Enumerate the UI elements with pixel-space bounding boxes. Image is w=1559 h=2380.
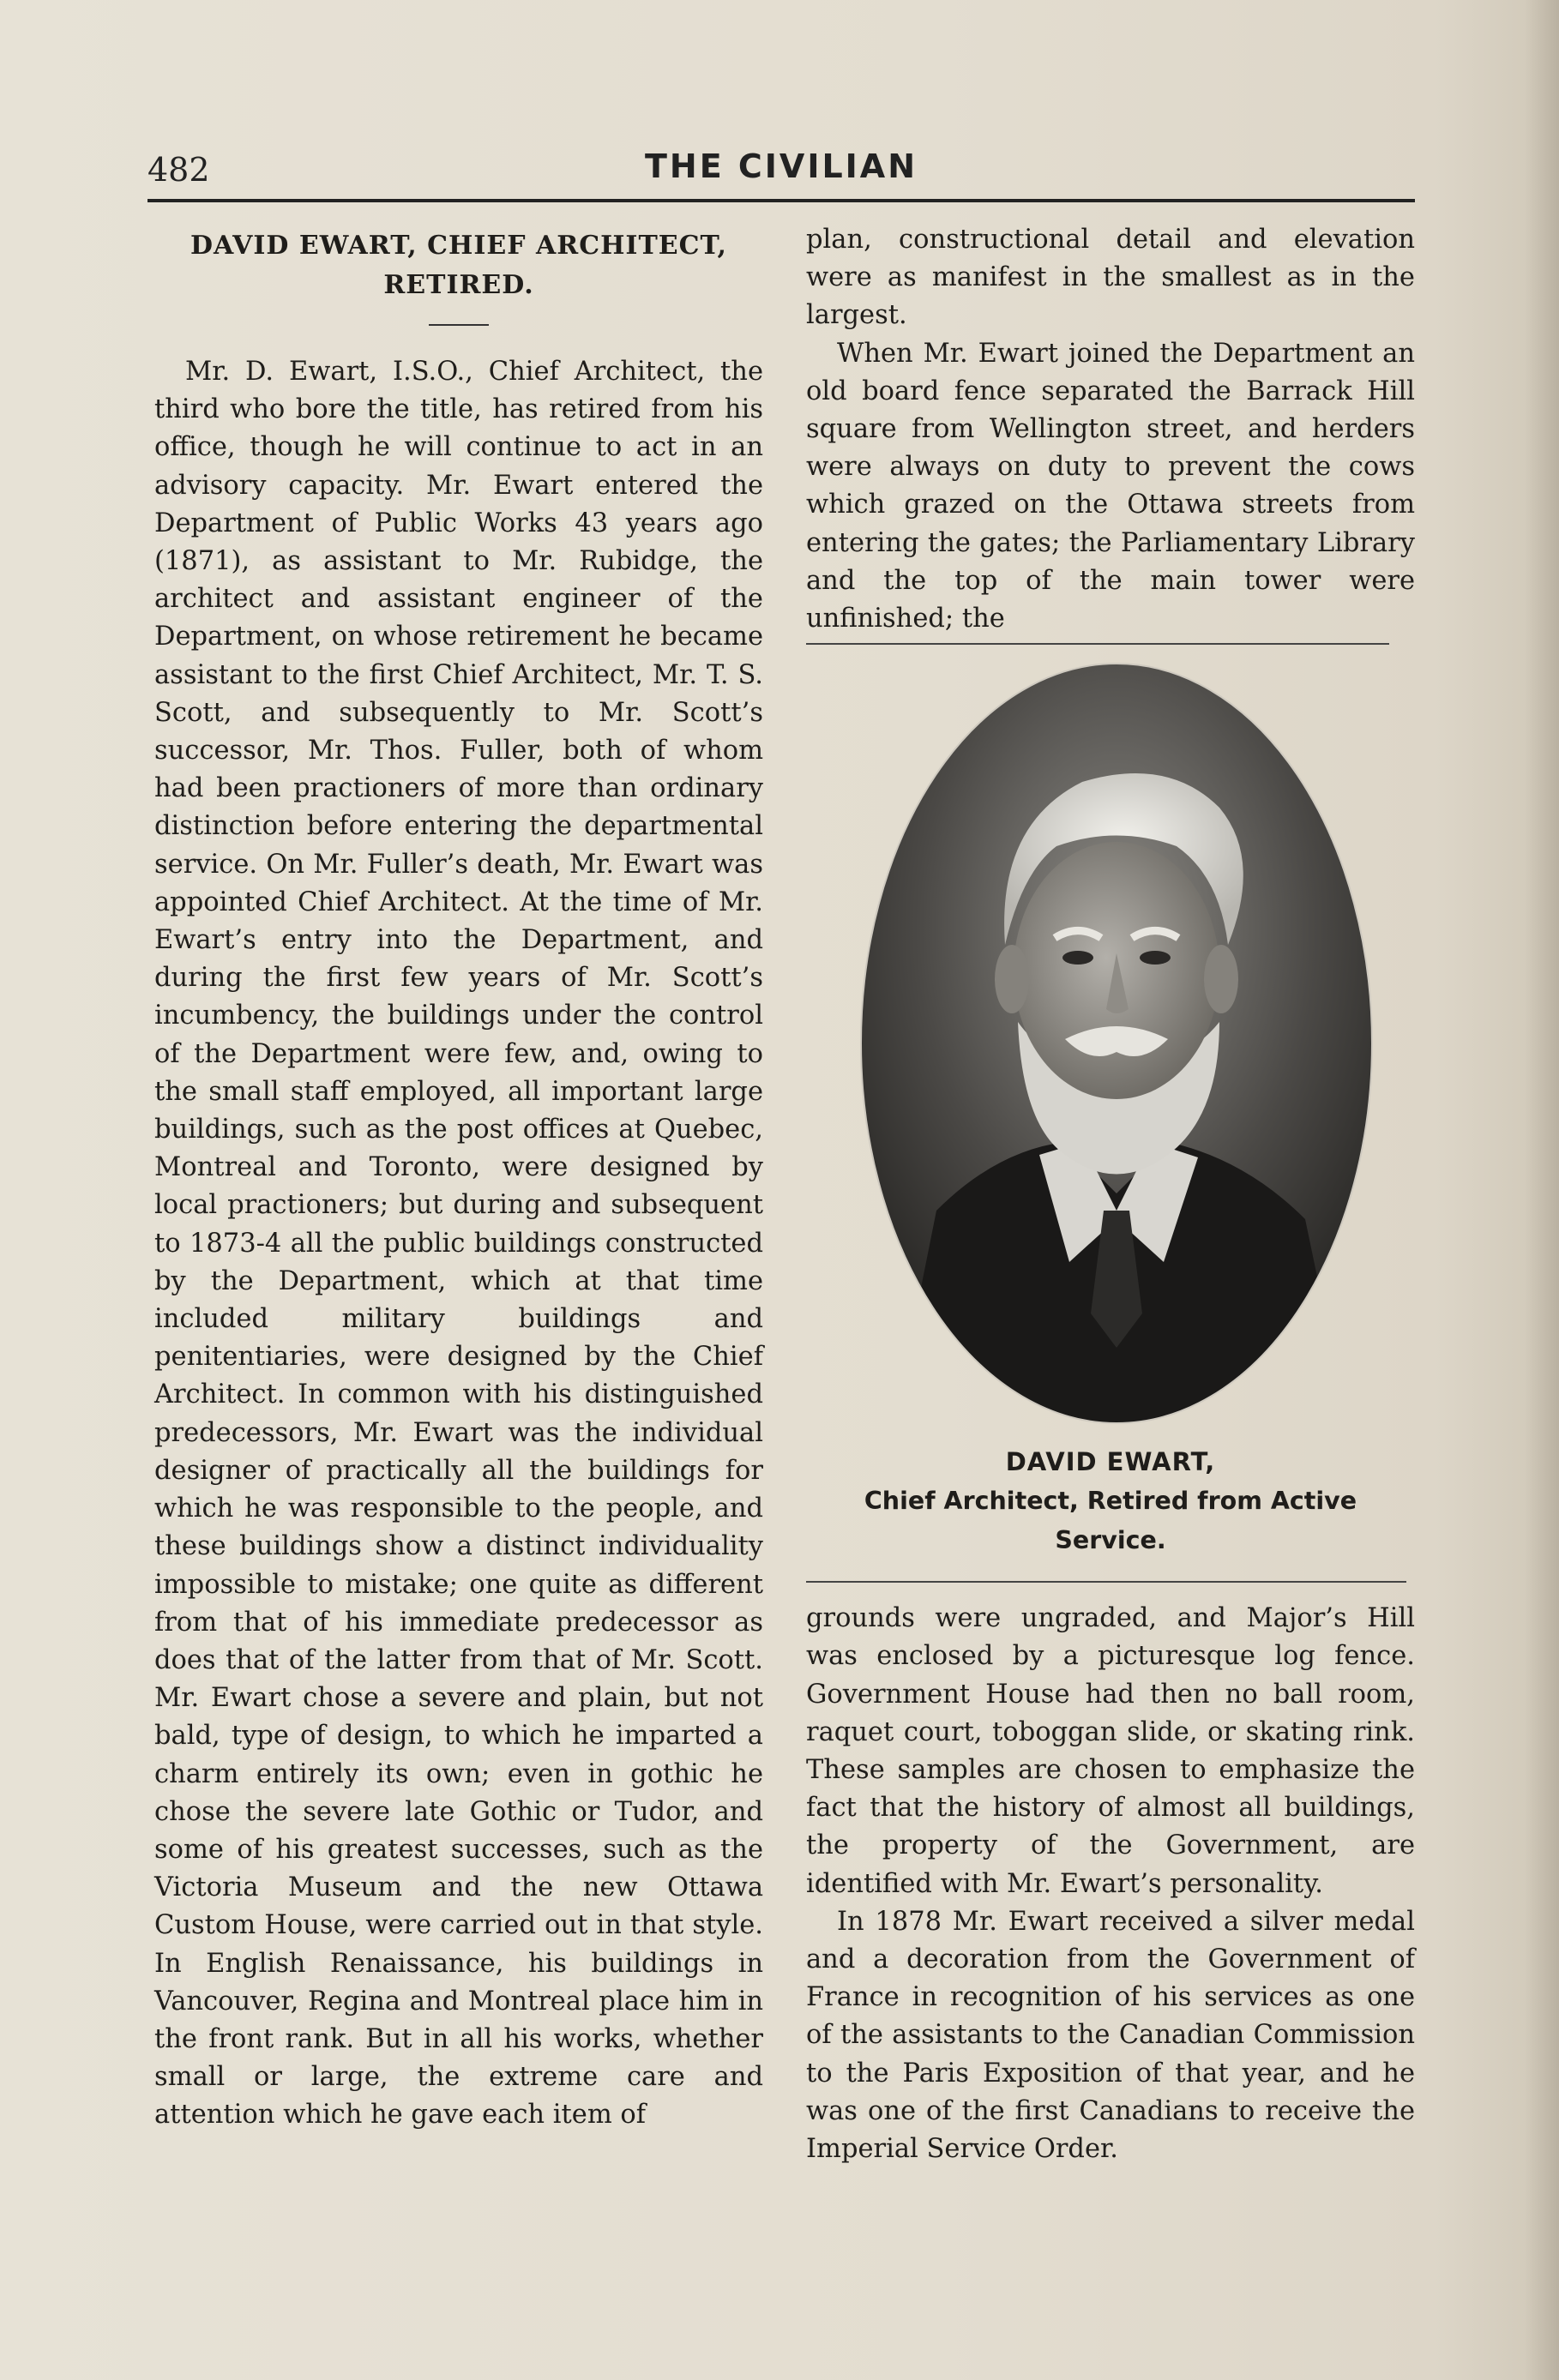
page-header bbox=[147, 144, 1415, 195]
portrait-photo bbox=[859, 662, 1374, 1425]
title-rule bbox=[429, 324, 489, 326]
portrait-caption-description: Chief Architect, Retired from Active Service. bbox=[864, 1487, 1357, 1555]
article-paragraph-1: Mr. D. Ewart, I.S.O., Chief Architect, the third who bore the title, has retired from his office, though he will continue to act in an advisory capacity. Mr. Ewart entered the Department of Public Works 43 years ago (1871), as assistant to Mr. Rubidge, the architect and assistant engineer of the Department, on whose retirement he became assistant to the first Chief Architect, Mr. T. S. Scott, and subsequently to Mr. Scott’s successor, Mr. Thos. Fuller, both of whom had been practioners of more than ordinary distinction before entering the departmental service. On Mr. Fuller’s death, Mr. Ewart was appointed Chief Architect. At the time of Mr. Ewart’s entry into the Department, and during the first few years of Mr. Scott’s incumbency, the buildings under the control of the Department were few, and, owing to the small staff employed, all important large buildings, such as the post offices at Quebec, Montreal and Toronto, were designed by local practioners; but during and subsequent to 1873-4 all the public buildings constructed by the Department, which at that time included military buildings and penitentiaries, were designed by the Chief Architect. In common with his distinguished predecessors, Mr. Ewart was the individual designer of practically all the buildings for which he was responsible to the people, and these buildings show a distinct individuality impossible to mistake; one quite as different from that of his immediate predecessor as does that of the latter from that of Mr. Scott. Mr. Ewart chose a severe and plain, but not bald, type of design, to which he imparted a charm entirely its own; even in gothic he chose the severe late Gothic or Tudor, and some of his greatest successes, such as the Victoria Museum and the new Ottawa Custom House, were carried out in that style. In English Renaissance, his buildings in Vancouver, Regina and Montreal place him in the front rank. But in all his works, whether small or large, the extreme care and attention which he gave each item of bbox=[154, 357, 763, 2131]
page-edge-shadow bbox=[1525, 0, 1559, 2380]
article-title bbox=[154, 226, 763, 305]
running-title: THE CIVILIAN bbox=[644, 147, 918, 185]
header-rule bbox=[147, 199, 1415, 202]
article-paragraph-continuation-2: grounds were ungraded, and Major’s Hill was enclosed by a picturesque log fence. Government House had then no ball room, raquet court, toboggan slide, or skating rink. These samples are chosen to emphasize the fact that the history of almost all buildings, the property of the Government, are identified with Mr. Ewart’s personality. bbox=[806, 1603, 1415, 1899]
portrait-figure bbox=[806, 645, 1415, 1433]
article-title-line-1: DAVID EWART, CHIEF ARCHITECT, bbox=[190, 231, 727, 261]
portrait-caption-name: DAVID EWART, bbox=[1005, 1447, 1216, 1477]
section-rule-bottom bbox=[806, 1581, 1406, 1583]
right-column bbox=[806, 221, 1415, 2168]
article-title-line-2: RETIRED. bbox=[383, 270, 534, 300]
article-paragraph-continuation: plan, constructional detail and elevation were as manifest in the smallest as in the largest. bbox=[806, 225, 1415, 331]
article-paragraph-2: When Mr. Ewart joined the Department an old board fence separated the Barrack Hill square from Wellington street, and herders were always on duty to prevent the cows which grazed on the Ottawa streets from entering the gates; the Parliamentary Library and the top of the main tower were unfinished; the bbox=[806, 338, 1415, 634]
left-column bbox=[154, 226, 763, 2135]
article-paragraph-3: In 1878 Mr. Ewart received a silver medal and a decoration from the Government of France in recognition of his services as one of the assistants to the Canadian Commission to the Paris Exposition of that year, and he was one of the first Canadians to receive the Imperial Service Order. bbox=[806, 1906, 1415, 2165]
page-number: 482 bbox=[147, 151, 210, 189]
